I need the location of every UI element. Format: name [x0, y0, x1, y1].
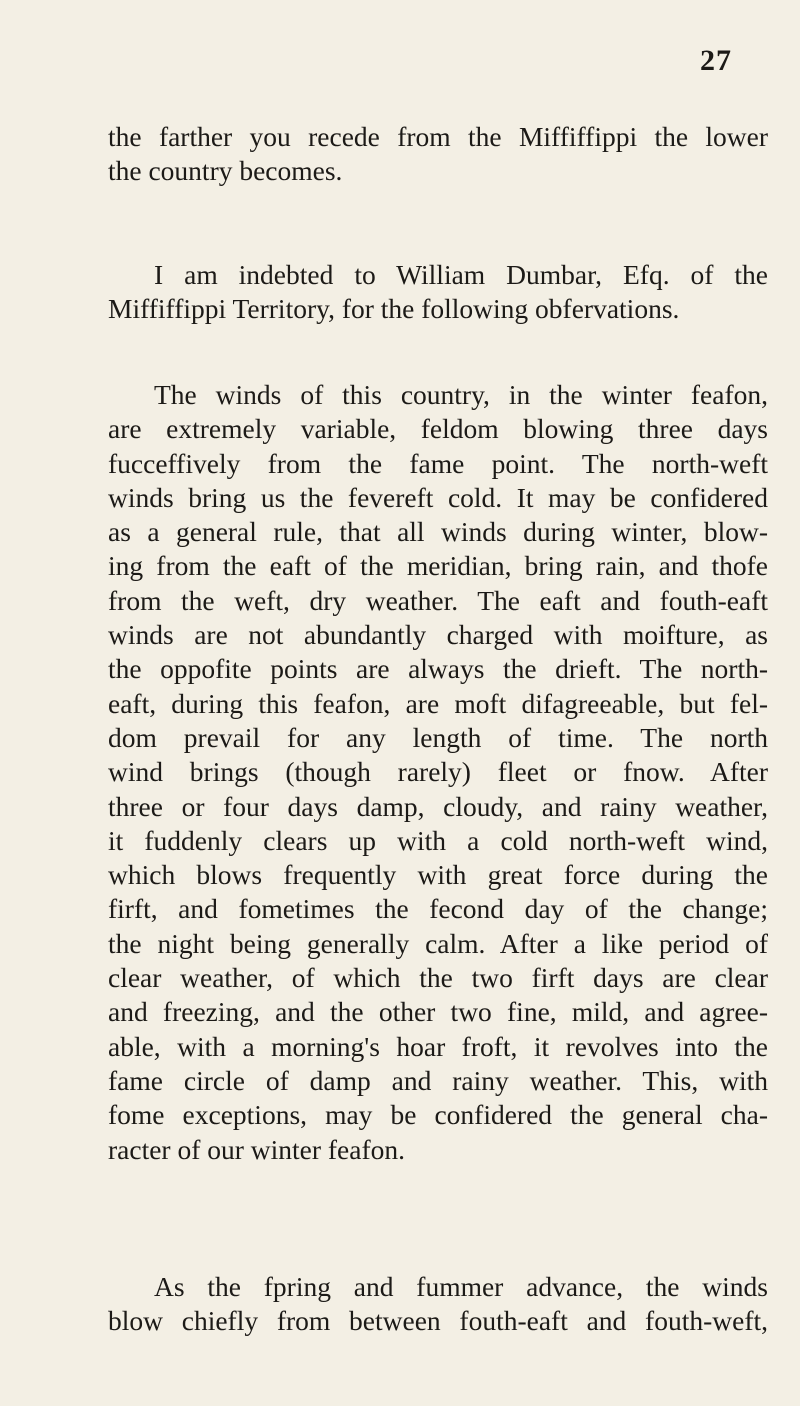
paragraph-4 — [108, 1270, 768, 1339]
text-line: fome exceptions, may be confidered the general cha- — [108, 1099, 768, 1131]
text-line: dom prevail for any length of time. The north — [108, 721, 768, 753]
text-line: and freezing, and the other two fine, mild, and agree- — [108, 996, 768, 1028]
text-line: ing from the eaft of the meridian, bring rain, and thofe — [108, 550, 768, 582]
text-line: Miffiffippi Territory, for the following obfervations. — [108, 293, 680, 325]
text-line: fame circle of damp and rainy weather. This, with — [108, 1064, 768, 1096]
text-line: eaft, during this feafon, are moft difagreeable, but fel- — [108, 687, 768, 719]
text-line: three or four days damp, cloudy, and rainy weather, — [108, 790, 768, 822]
text-line: as a general rule, that all winds during winter, blow- — [108, 516, 768, 548]
text-line: it fuddenly clears up with a cold north-weft wind, — [108, 824, 768, 856]
text-line: blow chiefly from between fouth-eaft and fouth-weft, — [108, 1305, 768, 1337]
page-number: 27 — [700, 44, 732, 77]
text-line: winds bring us the fevereft cold. It may be confidered — [108, 481, 768, 513]
text-line: the night being generally calm. After a like period of — [108, 927, 768, 959]
text-line: fucceffively from the fame point. The north-weft — [108, 447, 768, 479]
paragraph-3 — [108, 378, 768, 1167]
text-line: able, with a morning's hoar froft, it revolves into the — [108, 1030, 768, 1062]
text-line: clear weather, of which the two firft days are clear — [108, 962, 768, 994]
text-line: racter of our winter feafon. — [108, 1133, 405, 1165]
text-line: are extremely variable, feldom blowing three days — [108, 413, 768, 445]
text-line: from the weft, dry weather. The eaft and fouth-eaft — [108, 584, 768, 616]
text-line: winds are not abundantly charged with moifture, as — [108, 619, 768, 651]
text-line: I am indebted to William Dumbar, Efq. of the — [154, 259, 768, 290]
paragraph-1 — [108, 120, 768, 189]
text-line: the farther you recede from the Miffiffippi the lower — [108, 121, 768, 152]
text-line: firft, and fometimes the fecond day of the change; — [108, 893, 768, 925]
text-line: the oppofite points are always the drieft. The north- — [108, 653, 768, 685]
text-line: As the fpring and fummer advance, the winds — [154, 1271, 768, 1302]
text-line: which blows frequently with great force during the — [108, 859, 768, 891]
text-line: the country becomes. — [108, 155, 343, 187]
text-line: wind brings (though rarely) fleet or fnow. After — [108, 756, 768, 788]
paragraph-2 — [108, 258, 768, 327]
text-line: The winds of this country, in the winter feafon, — [154, 379, 768, 410]
